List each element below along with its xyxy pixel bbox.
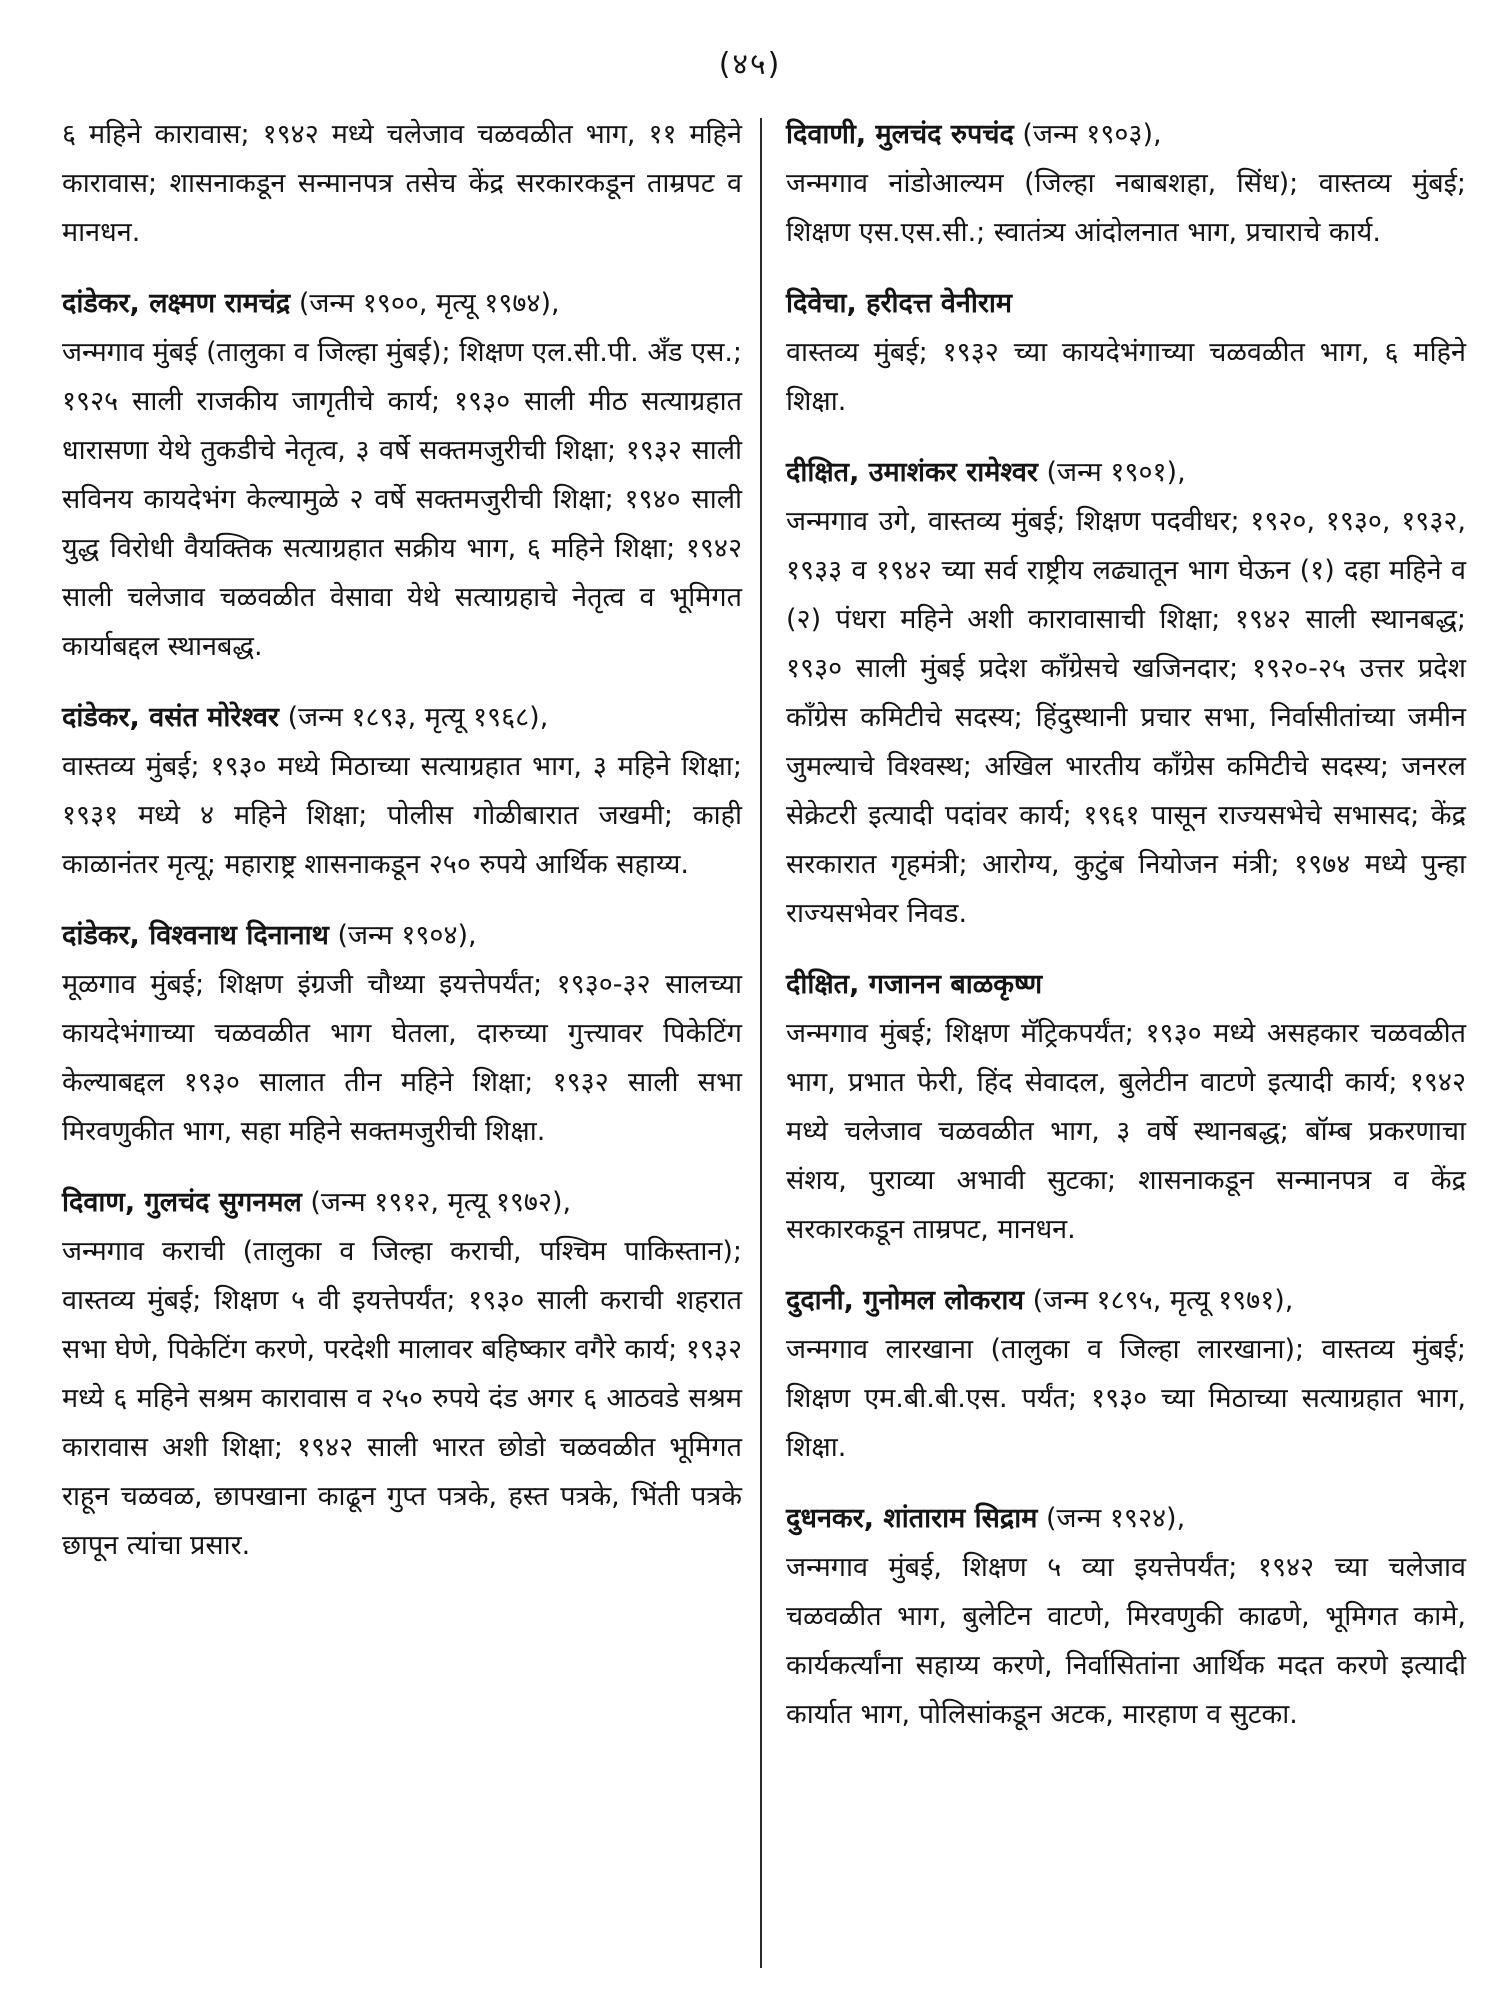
entry-name: दिवेचा, हरीदत्त वेनीराम	[786, 288, 1013, 319]
entry-heading	[62, 693, 742, 742]
entry-body: जन्मगाव नांडोआल्यम (जिल्हा नबाबशहा, सिंध); वास्तव्य मुंबई; शिक्षण एस.एस.सी.; स्वातंत्र्य आंदोलनात भाग, प्रचाराचे कार्य.	[786, 168, 1466, 248]
biography-entry	[62, 1178, 742, 1570]
entry-dates: (जन्म १९०१),	[1046, 457, 1186, 488]
page-number: (४५)	[718, 47, 782, 82]
biography-entry	[62, 693, 742, 889]
entry-body: मूळगाव मुंबई; शिक्षण इंग्रजी चौथ्या इयत्तेपर्यंत; १९३०-३२ सालच्या कायदेभंगाच्या चळवळीत भाग घेतला, दारुच्या गुत्त्यावर पिकेटिंग केल्याबद्दल १९३० सालात तीन महिने शिक्षा; १९३२ साली सभा मिरवणुकीत भाग, सहा महिने सक्तमजुरीची शिक्षा.	[62, 969, 742, 1147]
entry-heading	[786, 1494, 1466, 1543]
biography-entry	[786, 960, 1466, 1254]
entry-name: दीक्षित, गजानन बाळकृष्ण	[786, 969, 1043, 1000]
entry-dates: (जन्म १९००, मृत्यू १९७४),	[298, 288, 560, 319]
biography-entry	[786, 448, 1466, 938]
entry-name: दांडेकर, वसंत मोरेश्वर	[62, 702, 279, 733]
entry-body: जन्मगाव कराची (तालुका व जिल्हा कराची, पश्चिम पाकिस्तान); वास्तव्य मुंबई; शिक्षण ५ वी इयत्तेपर्यंत; १९३० साली कराची शहरात सभा घेणे, पिकेटिंग करणे, परदेशी मालावर बहिष्कार वगैरे कार्य; १९३२ मध्ये ६ महिने सश्रम कारावास व २५० रुपये दंड अगर ६ आठवडे सश्रम कारावास अशी शिक्षा; १९४२ साली भारत छोडो चळवळीत भूमिगत राहून चळवळ, छापखाना काढून गुप्त पत्रके, हस्त पत्रके, भिंती पत्रके छापून त्यांचा प्रसार.	[62, 1236, 742, 1561]
entry-heading	[786, 279, 1466, 328]
entry-body: जन्मगाव मुंबई (तालुका व जिल्हा मुंबई); शिक्षण एल.सी.पी. अँड एस.; १९२५ साली राजकीय जागृतीचे कार्य; १९३० साली मीठ सत्याग्रहात धारासणा येथे तुकडीचे नेतृत्व, ३ वर्षे सक्तमजुरीची शिक्षा; १९३२ साली सविनय कायदेभंग केल्यामुळे २ वर्षे सक्तमजुरीची शिक्षा; १९४० साली युद्ध विरोधी वैयक्तिक सत्याग्रहात सक्रीय भाग, ६ महिने शिक्षा; १९४२ साली चलेजाव चळवळीत वेसावा येथे सत्याग्रहाचे नेतृत्व व भूमिगत कार्याबद्दल स्थानबद्ध.	[62, 337, 742, 662]
entry-body: जन्मगाव मुंबई, शिक्षण ५ व्या इयत्तेपर्यंत; १९४२ च्या चलेजाव चळवळीत भाग, बुलेटिन वाटणे, मिरवणुकी काढणे, भूमिगत कामे, कार्यकर्त्यांना सहाय्य करणे, निर्वासितांना आर्थिक मदत करणे इत्यादी कार्यात भाग, पोलिसांकडून अटक, मारहाण व सुटका.	[786, 1552, 1466, 1730]
entry-name: दुदानी, गुनोमल लोकराय	[786, 1285, 1025, 1316]
biography-entry	[786, 110, 1466, 257]
entry-body: जन्मगाव लारखाना (तालुका व जिल्हा लारखाना); वास्तव्य मुंबई; शिक्षण एम.बी.बी.एस. पर्यंत; १९३० च्या मिठाच्या सत्याग्रहात भाग, शिक्षा.	[786, 1334, 1466, 1463]
entry-heading	[786, 960, 1466, 1009]
entry-heading	[786, 448, 1466, 497]
biography-entry	[786, 1276, 1466, 1472]
entry-heading	[786, 110, 1466, 159]
entry-dates: (जन्म १८९५, मृत्यू १९७१),	[1032, 1285, 1294, 1316]
entry-name: दांडेकर, लक्ष्मण रामचंद्र	[62, 288, 291, 319]
entry-heading	[62, 1178, 742, 1227]
entry-name: दीक्षित, उमाशंकर रामेश्वर	[786, 457, 1038, 488]
entry-heading	[62, 279, 742, 328]
entry-name: दिवाणी, मुलचंद रुपचंद	[786, 119, 1014, 150]
left-column	[62, 110, 742, 1592]
entry-dates: (जन्म १९०३),	[1022, 119, 1162, 150]
entry-dates: (जन्म १८९३, मृत्यू १९६८),	[287, 702, 549, 733]
entry-dates: (जन्म १९२४),	[1046, 1503, 1186, 1534]
entry-dates: (जन्म १९१२, मृत्यू १९७२),	[310, 1187, 572, 1218]
biography-entry	[786, 279, 1466, 426]
biography-entry	[62, 279, 742, 671]
entry-body: वास्तव्य मुंबई; १९३२ च्या कायदेभंगाच्या चळवळीत भाग, ६ महिने शिक्षा.	[786, 337, 1466, 417]
entry-heading	[62, 911, 742, 960]
right-column	[786, 110, 1466, 1761]
entry-name: दिवाण, गुलचंद सुगनमल	[62, 1187, 302, 1218]
continued-text: ६ महिने कारावास; १९४२ मध्ये चलेजाव चळवळीत भाग, ११ महिने कारावास; शासनाकडून सन्मानपत्र तसेच केंद्र सरकारकडून ताम्रपट व मानधन.	[62, 119, 742, 248]
column-divider	[760, 118, 762, 1968]
entry-name: दांडेकर, विश्वनाथ दिनानाथ	[62, 920, 329, 951]
entry-body: वास्तव्य मुंबई; १९३० मध्ये मिठाच्या सत्याग्रहात भाग, ३ महिने शिक्षा; १९३१ मध्ये ४ महिने शिक्षा; पोलीस गोळीबारात जखमी; काही काळानंतर मृत्यू; महाराष्ट्र शासनाकडून २५० रुपये आर्थिक सहाय्य.	[62, 751, 742, 880]
biography-entry	[62, 911, 742, 1156]
biography-entry	[786, 1494, 1466, 1739]
entry-heading	[786, 1276, 1466, 1325]
entry-body: जन्मगाव मुंबई; शिक्षण मॅट्रिकपर्यंत; १९३० मध्ये असहकार चळवळीत भाग, प्रभात फेरी, हिंद सेवादल, बुलेटीन वाटणे इत्यादी कार्य; १९४२ मध्ये चलेजाव चळवळीत भाग, ३ वर्षे स्थानबद्ध; बॉम्ब प्रकरणाचा संशय, पुराव्या अभावी सुटका; शासनाकडून सन्मानपत्र व केंद्र सरकारकडून ताम्रपट, मानधन.	[786, 1018, 1466, 1245]
entry-name: दुधनकर, शांताराम सिद्राम	[786, 1503, 1038, 1534]
entry-dates: (जन्म १९०४),	[337, 920, 477, 951]
entry-body: जन्मगाव उगे, वास्तव्य मुंबई; शिक्षण पदवीधर; १९२०, १९३०, १९३२, १९३३ व १९४२ च्या सर्व राष्ट्रीय लढ्यातून भाग घेऊन (१) दहा महिने व (२) पंधरा महिने अशी कारावासाची शिक्षा; १९४२ साली स्थानबद्ध; १९३० साली मुंबई प्रदेश कॉंग्रेसचे खजिनदार; १९२०-२५ उत्तर प्रदेश कॉंग्रेस कमिटीचे सदस्य; हिंदुस्थानी प्रचार सभा, निर्वासीतांच्या जमीन जुमल्याचे विश्वस्थ; अखिल भारतीय कॉंग्रेस कमिटीचे सदस्य; जनरल सेक्रेटरी इत्यादी पदांवर कार्य; १९६१ पासून राज्यसभेचे सभासद; केंद्र सरकारात गृहमंत्री; आरोग्य, कुटुंब नियोजन मंत्री; १९७४ मध्ये पुन्हा राज्यसभेवर निवड.	[786, 506, 1466, 929]
